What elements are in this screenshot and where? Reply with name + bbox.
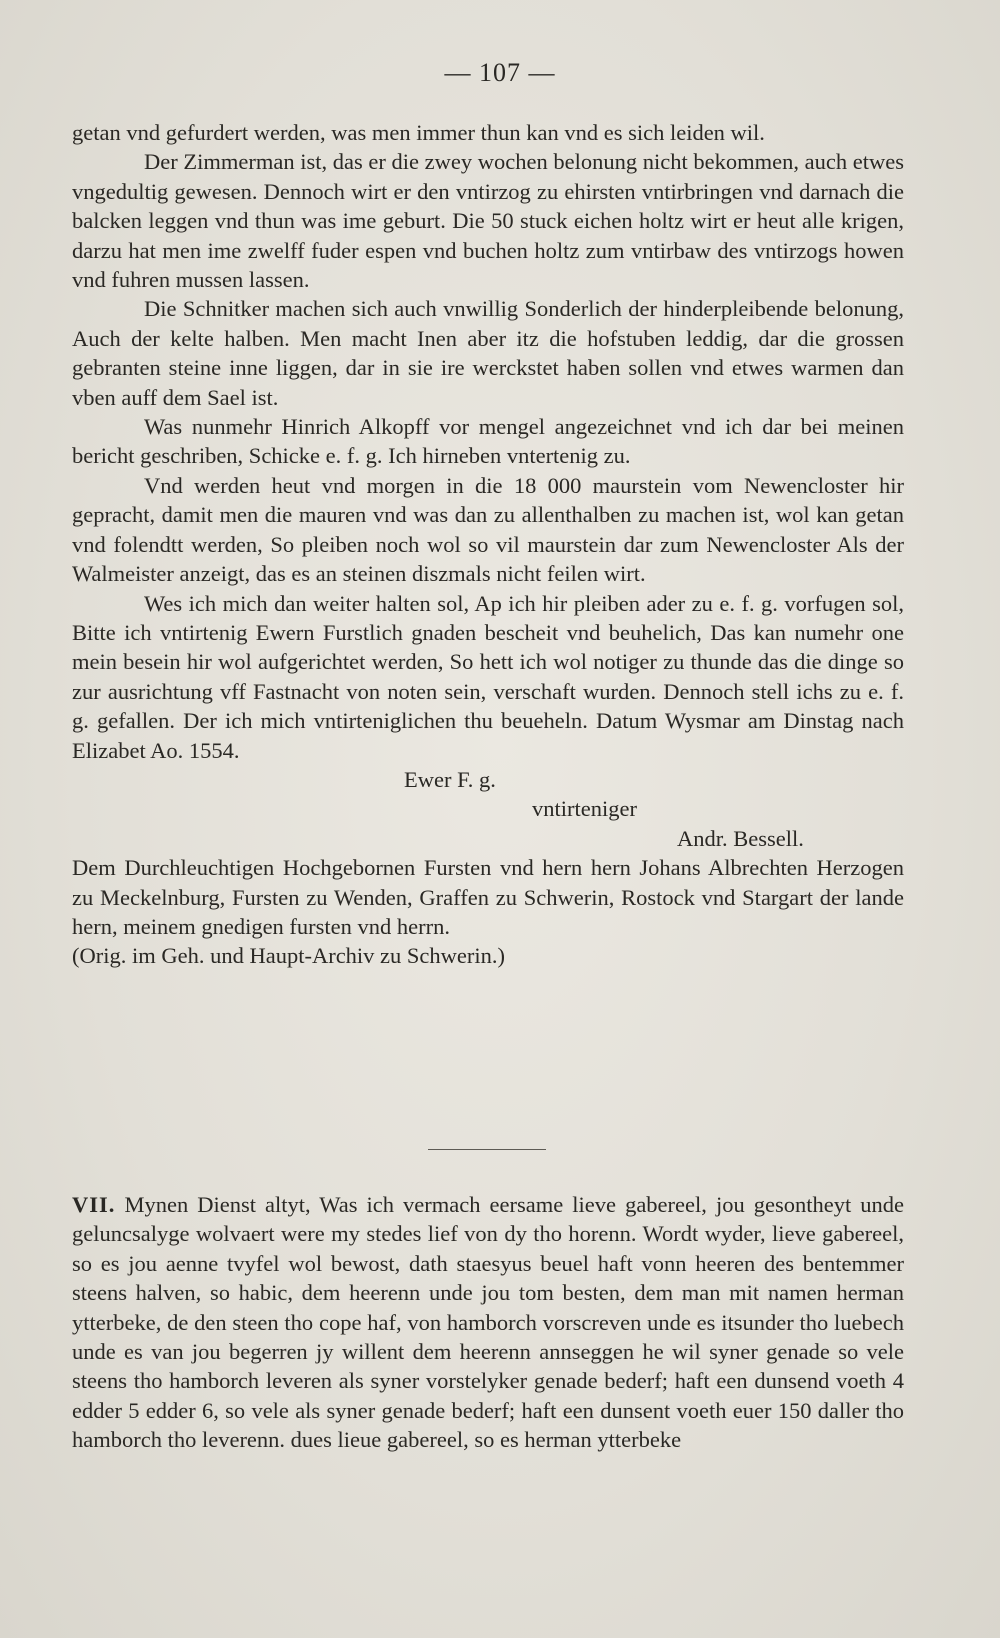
address-paragraph: Dem Durchleuchtigen Hochgebornen Fursten vnd hern hern Johans Albrechten Herzogen zu Meckelnburg, Fursten zu Wenden, Graffen zu Schwerin, Rostock vnd Stargart der lande hern, meinem gnedigen fursten vnd herrn.: [72, 855, 904, 939]
section-divider: [428, 1149, 546, 1150]
section-number: VII.: [72, 1192, 116, 1217]
paragraph: Wes ich mich dan weiter halten sol, Ap ich hir pleiben ader zu e. f. g. vorfugen sol, Bitte ich vntirtenig Ewern Furstlich gnaden bescheit vnd beuhelich, Das kan numehr one mein besein hir wol aufgerichtet werden, So hett ich wol notiger zu thunde das die dinge so zur ausrichtung vff Fastnacht von noten sein, verschaft wurden. Dennoch stell ichs zu e. f. g. gefallen. Der ich mich vntirteniglichen thu beueheln. Datum Wysmar am Dinstag nach Elizabet Ao. 1554.: [72, 590, 904, 763]
signature-line: vntirteniger: [532, 796, 637, 822]
paragraph: Die Schnitker machen sich auch vnwillig Sonderlich der hinderpleibende belonung, Auch der kelte halben. Men macht Inen aber itz die hofstuben leddig, dar die grossen gebranten steine inne liggen, dar in sie ire werckstet haben sollen vnd etwes warmen dan vben auff dem Sael ist.: [72, 296, 904, 410]
section-vii-paragraph: [72, 1190, 904, 1455]
page-number: — 107 —: [444, 58, 556, 87]
letter-body: [72, 118, 904, 971]
signature-line: Ewer F. g.: [404, 766, 496, 792]
section-vii-text: Mynen Dienst altyt, Was ich vermach eersame lieve gabereel, jou gesontheyt unde geluncsalyge wolvaert were my stedes lief von dy tho horenn. Wordt wyder, lieve gabereel, so es jou aenne tvyfel wol bewost, dath staesyus beuel haft vonn heeren des bentemmer steens halven, so habic, dem heerenn unde jou tom besten, dem man mit namen herman ytterbeke, de den steen tho cope haf, von hamborch vorscreven unde es itsunder tho luebech unde es van jou begerren jy willent dem heerenn annseggen he wil syner genade so vele steens tho hamborch leveren als syner vorstelyker genade bederf; haft een dunsend voeth 4 edder 5 edder 6, so vele als syner genade bederf; haft een dunsent voeth euer 150 daller tho hamborch tho leverenn. dues lieue gabereel, so es herman ytterbeke: [72, 1192, 905, 1453]
paragraph: Der Zimmerman ist, das er die zwey wochen belonung nicht bekommen, auch etwes vngedultig gewesen. Dennoch wirt er den vntirzog zu ehirsten vntirbringen vnd darnach die balcken leggen vnd thun was ime geburt. Die 50 stuck eichen holtz wirt er heut alle krigen, darzu hat men ime zwelff fuder espen vnd buchen holtz zum vntirbaw des vntirzogs howen vnd fuhren mussen lassen.: [72, 149, 904, 293]
signature-name: Andr. Bessell.: [677, 825, 804, 851]
archive-citation: (Orig. im Geh. und Haupt-Archiv zu Schwerin.): [72, 943, 506, 969]
section-vii: [72, 1190, 904, 1455]
paragraph: Vnd werden heut vnd morgen in die 18 000 maurstein vom Newencloster hir gepracht, damit men die mauren vnd was dan zu allenthalben zu machen ist, wol kan getan vnd folendtt werden, So pleiben noch wol so vil maurstein dar zum Newencloster Als der Walmeister anzeigt, das es an steinen diszmals nicht feilen wirt.: [72, 472, 904, 587]
paragraph: getan vnd gefurdert werden, was men immer thun kan vnd es sich leiden wil.: [72, 120, 765, 145]
paragraph: Was nunmehr Hinrich Alkopff vor mengel angezeichnet vnd ich dar bei meinen bericht geschriben, Schicke e. f. g. Ich hirneben vntertenig zu.: [72, 414, 904, 469]
